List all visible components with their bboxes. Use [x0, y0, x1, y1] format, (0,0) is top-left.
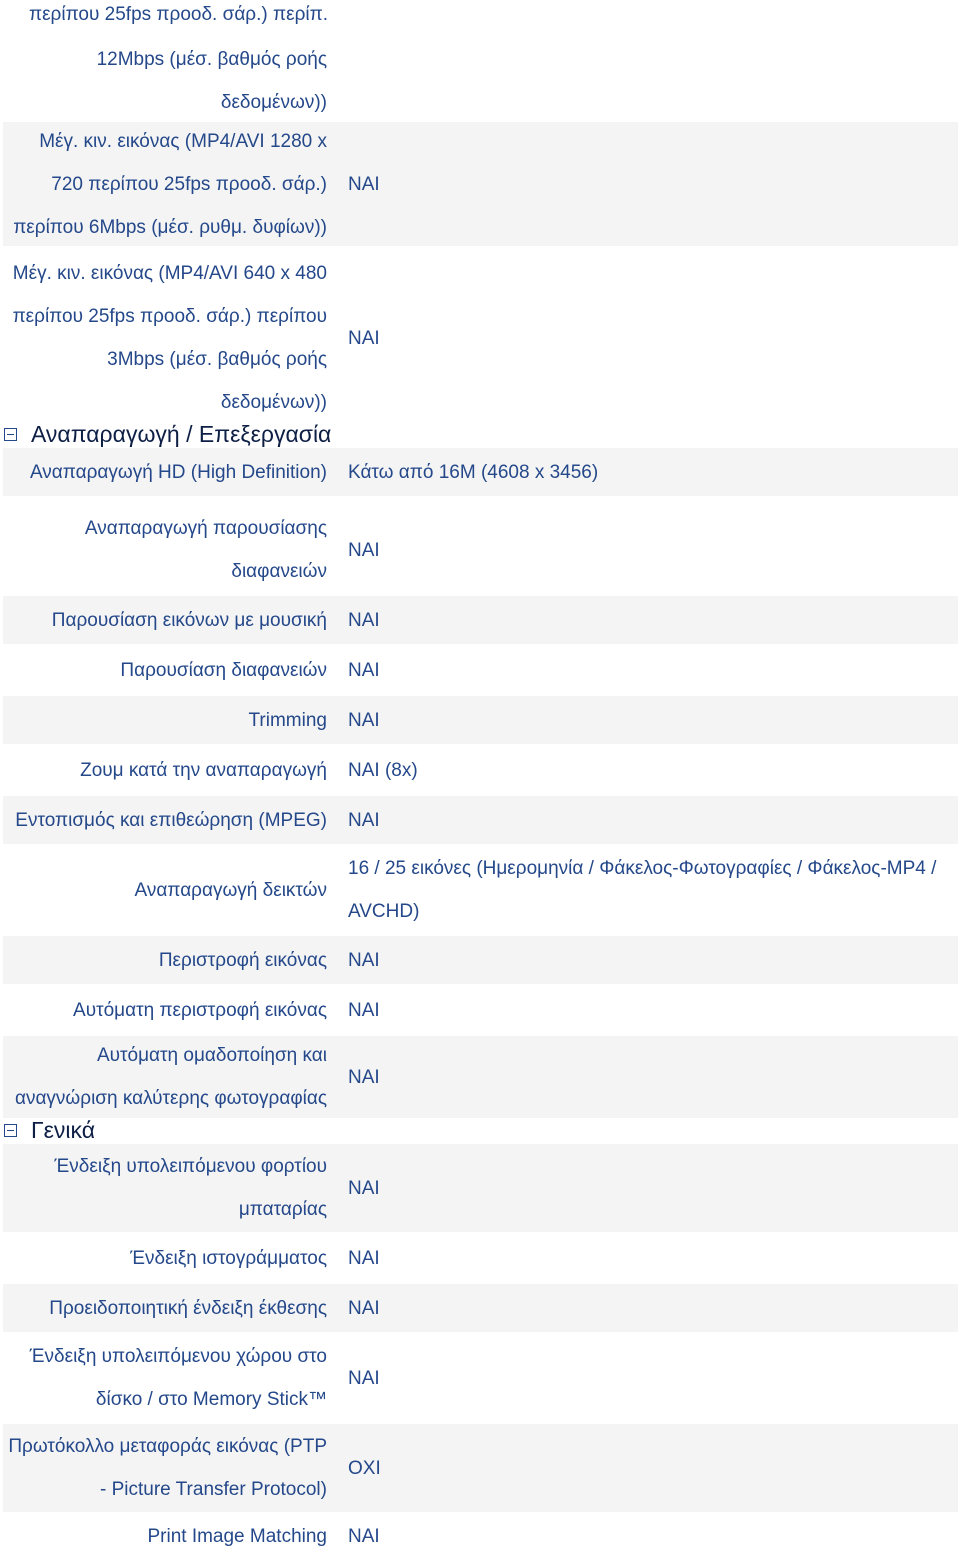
spec-row	[3, 846, 958, 934]
spec-row	[3, 796, 958, 844]
spec-label: Αναπαραγωγή δεικτών	[134, 879, 327, 901]
spec-value: ΝΑΙ	[348, 999, 380, 1021]
spec-value: ΝΑΙ	[348, 327, 380, 349]
spec-row	[3, 1144, 958, 1232]
spec-row	[3, 254, 958, 422]
spec-label: Παρουσίαση διαφανειών	[120, 659, 327, 681]
spec-value: ΝΑΙ	[348, 1066, 380, 1088]
spec-row	[3, 596, 958, 644]
spec-value: ΝΑΙ	[348, 809, 380, 831]
spec-row	[3, 696, 958, 744]
spec-row	[3, 986, 958, 1034]
spec-label: Αυτόματη περιστροφή εικόνας	[73, 999, 327, 1021]
spec-label: Trimming	[248, 709, 327, 731]
spec-label: Αυτόματη ομαδοποίηση και αναγνώριση καλύτερης φωτογραφίας	[14, 1045, 327, 1109]
spec-row	[3, 122, 958, 246]
spec-value: ΝΑΙ	[348, 1247, 380, 1269]
spec-row	[3, 936, 958, 984]
spec-label: Αναπαραγωγή HD (High Definition)	[29, 461, 327, 483]
collapse-icon[interactable]	[4, 428, 17, 441]
spec-value	[348, 40, 954, 122]
spec-row	[3, 1334, 958, 1422]
spec-value: ΟΧΙ	[348, 1457, 381, 1479]
spec-value: ΝΑΙ	[348, 1367, 380, 1389]
spec-row	[3, 1036, 958, 1118]
spec-value: ΝΑΙ	[348, 709, 380, 731]
spec-label: Ένδειξη ιστογράμματος	[130, 1247, 327, 1269]
spec-label: Ένδειξη υπολειπόμενου φορτίου μπαταρίας	[54, 1156, 327, 1220]
spec-value: 16 / 25 εικόνες (Ημερομηνία / Φάκελος-Φωτογραφίες / Φάκελος-MP4 / AVCHD)	[348, 858, 937, 922]
spec-row	[3, 746, 958, 794]
spec-row	[3, 1424, 958, 1512]
spec-label: Ένδειξη υπολειπόμενου χώρου στο δίσκο / στο Memory Stick™	[29, 1346, 327, 1410]
spec-row	[3, 1284, 958, 1332]
spec-value: ΝΑΙ	[348, 1525, 380, 1547]
spec-value: ΝΑΙ	[348, 609, 380, 631]
spec-label: 12Mbps (μέσ. βαθμός ροής δεδομένων))	[96, 49, 327, 113]
spec-label: Περιστροφή εικόνας	[158, 949, 327, 971]
section-title: Γενικά	[31, 1116, 96, 1143]
spec-label: Εντοπισμός και επιθεώρηση (MPEG)	[15, 809, 327, 831]
spec-value: ΝΑΙ	[348, 539, 380, 561]
collapse-icon[interactable]	[4, 1124, 17, 1137]
section-header-playback[interactable]	[0, 420, 960, 448]
spec-label: Πρωτόκολλο μεταφοράς εικόνας (PTP - Picture Transfer Protocol)	[8, 1436, 327, 1500]
spec-value: ΝΑΙ	[348, 173, 380, 195]
spec-row	[3, 506, 958, 594]
spec-label: Μέγ. κιν. εικόνας (MP4/AVI 1280 x 720 περίπου 25fps προοδ. σάρ.) περίπου 6Mbps (μέσ. ρυθμ. δυφίων))	[13, 130, 327, 238]
spec-row	[3, 1514, 958, 1558]
spec-value: ΝΑΙ	[348, 1297, 380, 1319]
spec-value: ΝΑΙ	[348, 949, 380, 971]
spec-row	[3, 448, 958, 496]
spec-value: Κάτω από 16M (4608 x 3456)	[348, 461, 599, 483]
spec-label: περίπου 25fps προοδ. σάρ.) περίπ.	[28, 4, 328, 25]
spec-label: Μέγ. κιν. εικόνας (MP4/AVI 640 x 480 περίπου 25fps προοδ. σάρ.) περίπου 3Mbps (μέσ. βαθμός ροής δεδομένων))	[12, 263, 327, 413]
spec-value: ΝΑΙ	[348, 659, 380, 681]
spec-value: ΝΑΙ	[348, 1177, 380, 1199]
section-header-general[interactable]	[0, 1116, 960, 1144]
spec-label: Παρουσίαση εικόνων με μουσική	[51, 609, 327, 631]
spec-row	[3, 646, 958, 694]
spec-label: Προειδοποιητική ένδειξη έκθεσης	[49, 1297, 327, 1319]
spec-row	[3, 1234, 958, 1282]
spec-label: Ζουμ κατά την αναπαραγωγή	[80, 759, 327, 781]
spec-label: Αναπαραγωγή παρουσίασης διαφανειών	[84, 518, 327, 582]
section-title: Αναπαραγωγή / Επεξεργασία	[31, 420, 332, 447]
spec-label: Print Image Matching	[147, 1525, 327, 1547]
spec-value: ΝΑΙ (8x)	[348, 759, 418, 781]
spec-fragment-top	[0, 0, 960, 40]
spec-row	[3, 40, 958, 122]
